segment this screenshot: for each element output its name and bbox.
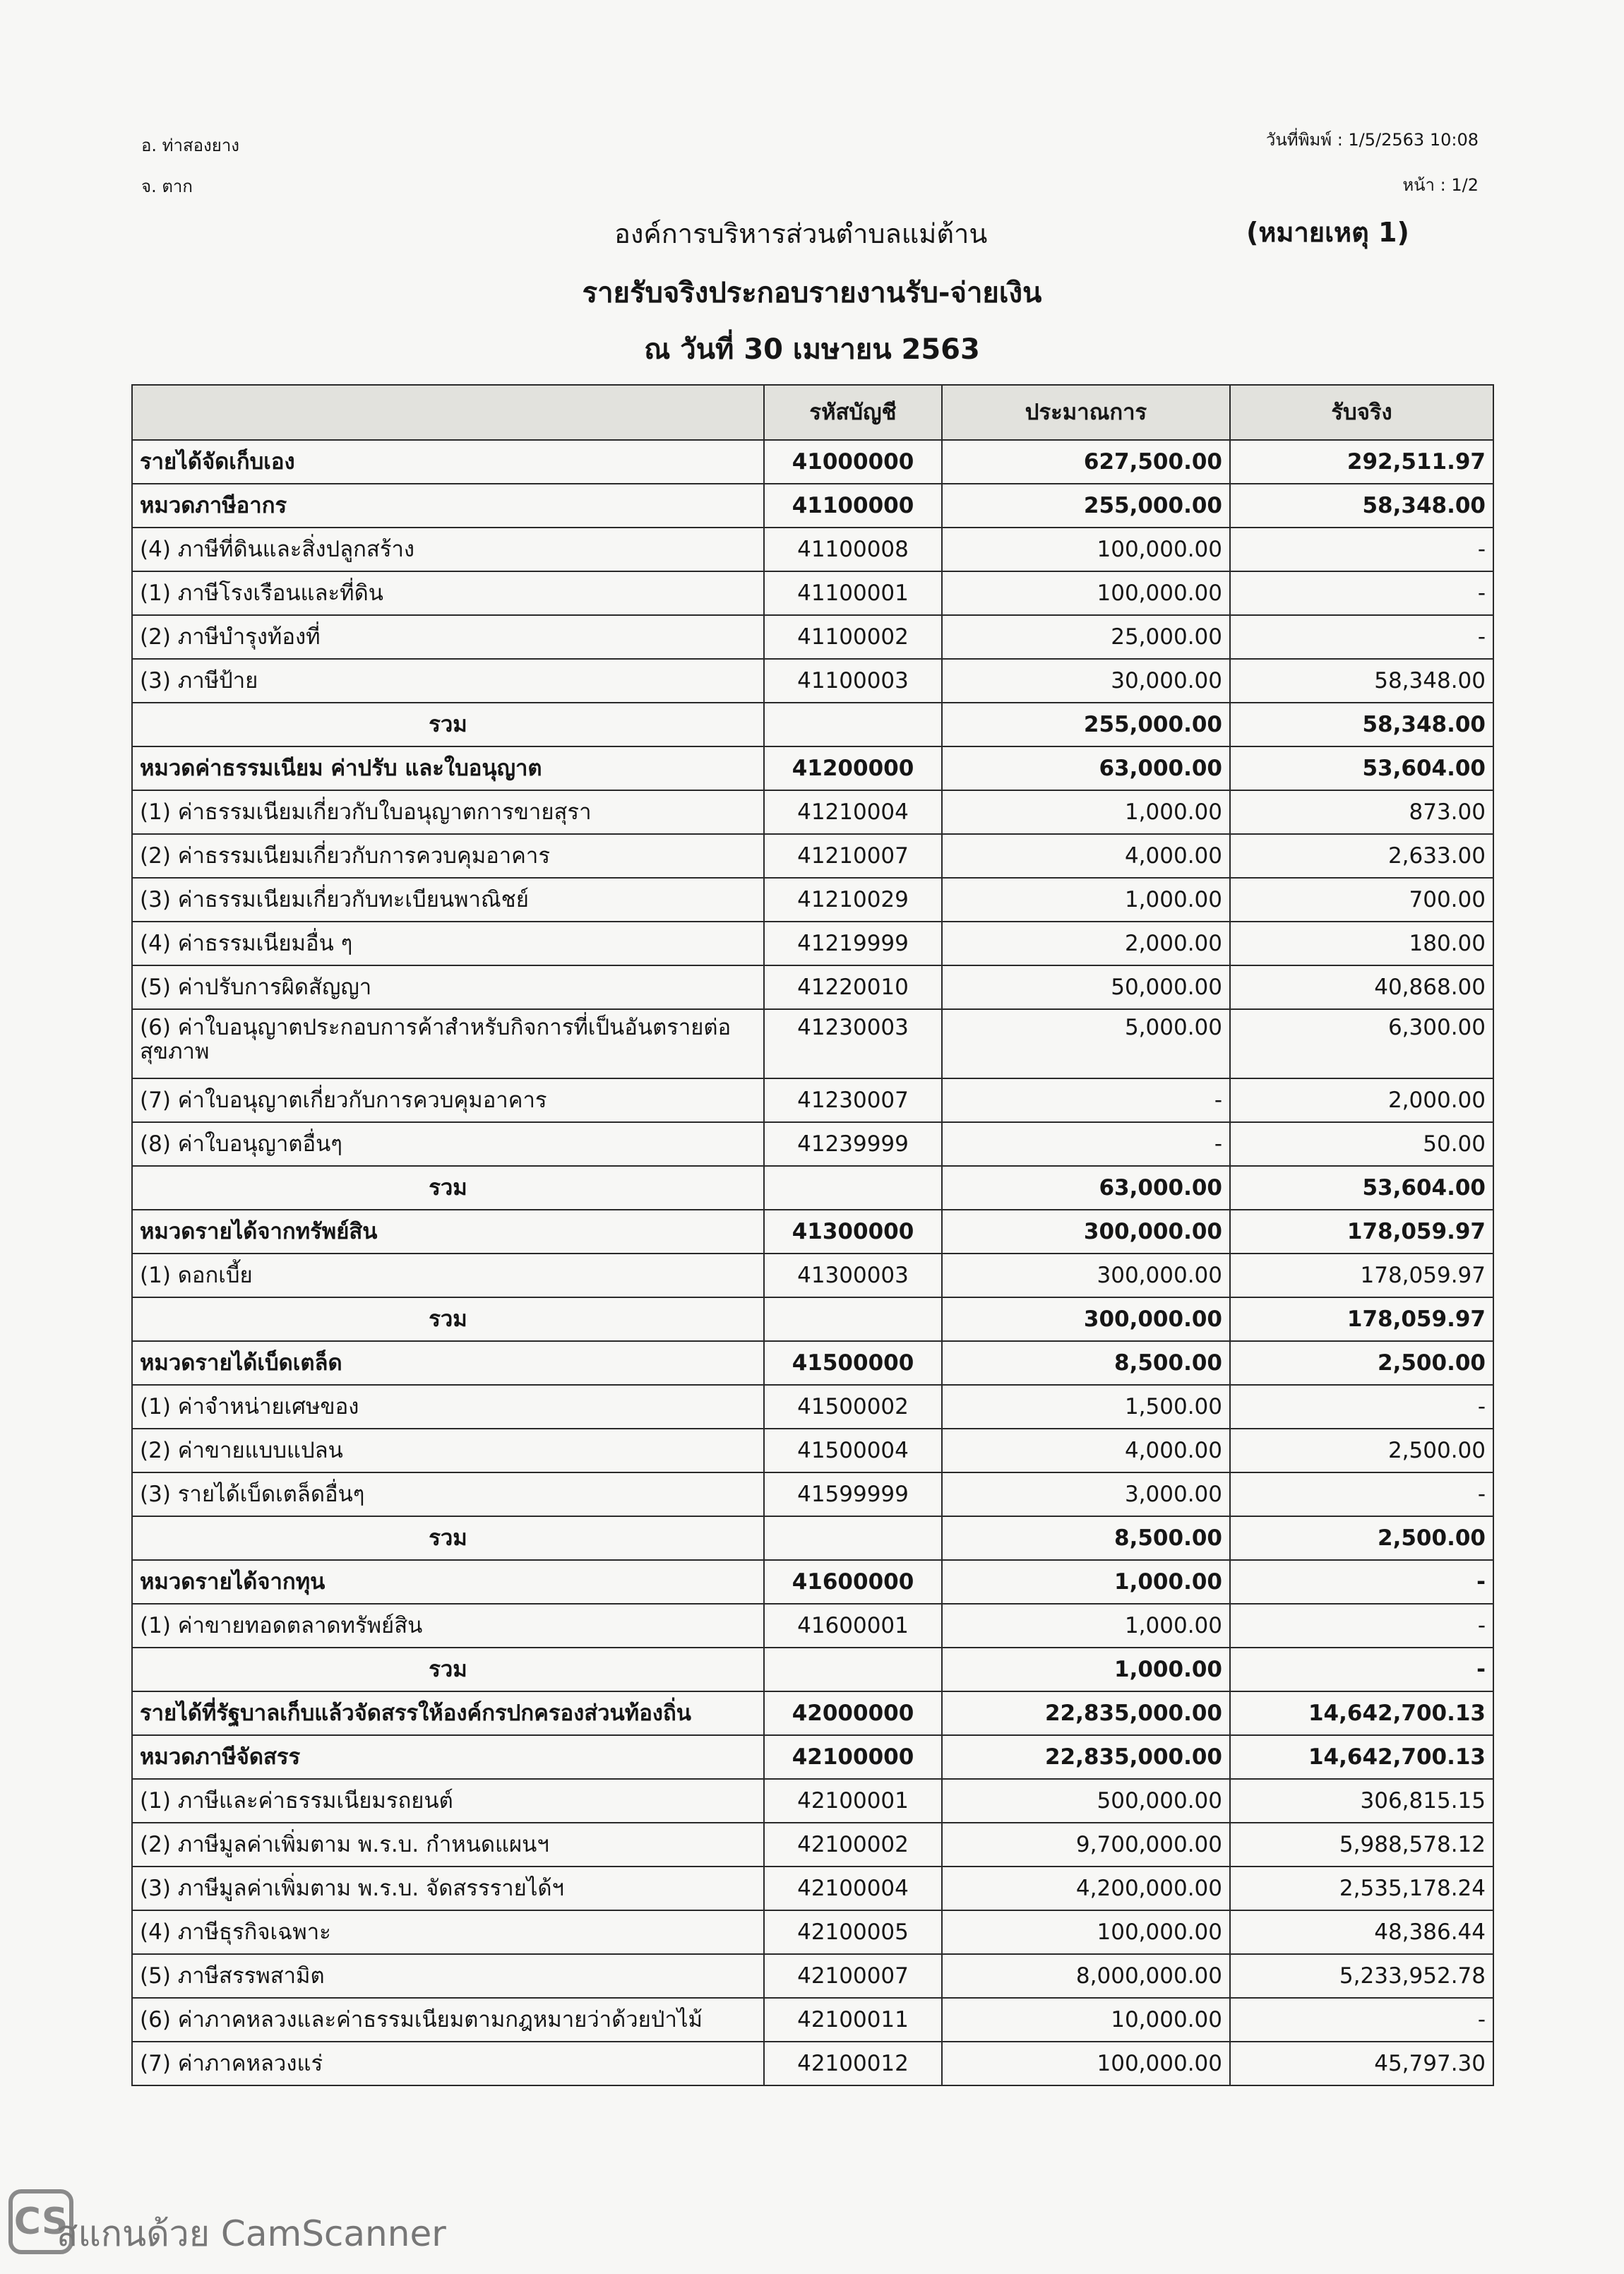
table-row <box>132 1735 1493 1779</box>
note-label: (หมายเหตุ 1) <box>1246 217 1409 248</box>
page-number: หน้า : 1/2 <box>1402 175 1479 195</box>
row-estimate: 1,500.00 <box>942 1385 1230 1429</box>
row-name: (1) ค่าธรรมเนียมเกี่ยวกับใบอนุญาตการขายสุรา <box>132 790 764 834</box>
row-estimate: 627,500.00 <box>942 440 1230 484</box>
row-actual: 2,535,178.24 <box>1230 1867 1493 1910</box>
row-name: (6) ค่าใบอนุญาตประกอบการค้าสำหรับกิจการที่เป็นอันตรายต่อสุขภาพ <box>132 1009 764 1078</box>
province-label: จ. ตาก <box>141 177 193 196</box>
row-name: (3) ค่าธรรมเนียมเกี่ยวกับทะเบียนพาณิชย์ <box>132 878 764 922</box>
row-name: (2) ภาษีบำรุงท้องที่ <box>132 615 764 659</box>
row-estimate: 22,835,000.00 <box>942 1735 1230 1779</box>
row-account-code: 42100004 <box>764 1867 942 1910</box>
table-row <box>132 1122 1493 1166</box>
row-account-code: 41100000 <box>764 484 942 528</box>
row-account-code: 41500002 <box>764 1385 942 1429</box>
row-account-code: 41100002 <box>764 615 942 659</box>
row-name: หมวดรายได้จากทรัพย์สิน <box>132 1210 764 1254</box>
table-row <box>132 1604 1493 1648</box>
row-estimate: 2,000.00 <box>942 922 1230 965</box>
table-row <box>132 528 1493 571</box>
row-account-code: 41300003 <box>764 1254 942 1297</box>
row-account-code: 41239999 <box>764 1122 942 1166</box>
row-estimate: 8,500.00 <box>942 1341 1230 1385</box>
row-account-code: 41230003 <box>764 1009 942 1078</box>
row-actual: 6,300.00 <box>1230 1009 1493 1078</box>
row-name: (7) ค่าใบอนุญาตเกี่ยวกับการควบคุมอาคาร <box>132 1078 764 1122</box>
row-estimate: 9,700,000.00 <box>942 1823 1230 1867</box>
row-estimate: 255,000.00 <box>942 703 1230 746</box>
row-actual: 48,386.44 <box>1230 1910 1493 1954</box>
table-row <box>132 746 1493 790</box>
row-actual: 2,500.00 <box>1230 1429 1493 1472</box>
row-estimate: 255,000.00 <box>942 484 1230 528</box>
row-actual: 14,642,700.13 <box>1230 1735 1493 1779</box>
row-name: รวม <box>132 1297 764 1341</box>
row-estimate: 4,000.00 <box>942 834 1230 878</box>
row-estimate: 3,000.00 <box>942 1472 1230 1516</box>
row-estimate: 100,000.00 <box>942 528 1230 571</box>
column-header-code: รหัสบัญชี <box>764 385 942 440</box>
row-estimate: 500,000.00 <box>942 1779 1230 1823</box>
row-actual: 2,500.00 <box>1230 1516 1493 1560</box>
row-name: (1) ภาษีและค่าธรรมเนียมรถยนต์ <box>132 1779 764 1823</box>
row-actual: 2,633.00 <box>1230 834 1493 878</box>
row-actual: 2,000.00 <box>1230 1078 1493 1122</box>
row-name: (4) ภาษีที่ดินและสิ่งปลูกสร้าง <box>132 528 764 571</box>
print-date: วันที่พิมพ์ : 1/5/2563 10:08 <box>1265 130 1479 150</box>
row-estimate: - <box>942 1078 1230 1122</box>
row-account-code: 41100003 <box>764 659 942 703</box>
row-actual: 178,059.97 <box>1230 1254 1493 1297</box>
row-name: (1) ภาษีโรงเรือนและที่ดิน <box>132 571 764 615</box>
table-row <box>132 1691 1493 1735</box>
row-account-code: 42100011 <box>764 1998 942 2042</box>
row-estimate: 10,000.00 <box>942 1998 1230 2042</box>
table-row <box>132 1560 1493 1604</box>
row-actual: - <box>1230 571 1493 615</box>
row-name: รวม <box>132 1648 764 1691</box>
row-name: หมวดรายได้เบ็ดเตล็ด <box>132 1341 764 1385</box>
table-row <box>132 571 1493 615</box>
row-account-code: 41599999 <box>764 1472 942 1516</box>
row-name: รายได้จัดเก็บเอง <box>132 440 764 484</box>
report-title: รายรับจริงประกอบรายงานรับ-จ่ายเงิน <box>582 277 1042 309</box>
row-name: หมวดรายได้จากทุน <box>132 1560 764 1604</box>
row-actual: - <box>1230 1998 1493 2042</box>
row-name: (5) ภาษีสรรพสามิต <box>132 1954 764 1998</box>
row-account-code: 42100007 <box>764 1954 942 1998</box>
organization-name: องค์การบริหารส่วนตำบลแม่ต้าน <box>614 218 988 249</box>
table-body <box>132 440 1493 2085</box>
row-actual: 50.00 <box>1230 1122 1493 1166</box>
district-label: อ. ท่าสองยาง <box>141 136 240 155</box>
row-estimate: 4,000.00 <box>942 1429 1230 1472</box>
row-account-code: 41500004 <box>764 1429 942 1472</box>
row-estimate: 1,000.00 <box>942 790 1230 834</box>
row-actual: 178,059.97 <box>1230 1297 1493 1341</box>
row-account-code: 41200000 <box>764 746 942 790</box>
row-account-code: 41210007 <box>764 834 942 878</box>
row-estimate: 5,000.00 <box>942 1009 1230 1078</box>
table-row <box>132 790 1493 834</box>
row-name: (8) ค่าใบอนุญาตอื่นๆ <box>132 1122 764 1166</box>
table-row <box>132 1210 1493 1254</box>
table-row <box>132 1254 1493 1297</box>
row-estimate: 300,000.00 <box>942 1210 1230 1254</box>
camscanner-logo-icon: CS <box>8 2189 73 2254</box>
row-name: (3) ภาษีมูลค่าเพิ่มตาม พ.ร.บ. จัดสรรรายได้ฯ <box>132 1867 764 1910</box>
row-actual: 53,604.00 <box>1230 1166 1493 1210</box>
row-account-code: 41600000 <box>764 1560 942 1604</box>
table-row <box>132 1998 1493 2042</box>
table-row <box>132 1867 1493 1910</box>
row-account-code: 42000000 <box>764 1691 942 1735</box>
row-name: (4) ภาษีธุรกิจเฉพาะ <box>132 1910 764 1954</box>
row-estimate: 100,000.00 <box>942 571 1230 615</box>
row-estimate: 8,500.00 <box>942 1516 1230 1560</box>
row-account-code <box>764 1648 942 1691</box>
table-row <box>132 1429 1493 1472</box>
table-row <box>132 2042 1493 2085</box>
column-header-name <box>132 385 764 440</box>
row-account-code: 42100005 <box>764 1910 942 1954</box>
row-account-code <box>764 1516 942 1560</box>
table-row <box>132 615 1493 659</box>
table-row <box>132 484 1493 528</box>
row-actual: 53,604.00 <box>1230 746 1493 790</box>
table-row <box>132 965 1493 1009</box>
row-actual: 180.00 <box>1230 922 1493 965</box>
row-estimate: 25,000.00 <box>942 615 1230 659</box>
row-name: (2) ค่าธรรมเนียมเกี่ยวกับการควบคุมอาคาร <box>132 834 764 878</box>
row-account-code: 41230007 <box>764 1078 942 1122</box>
row-actual: 58,348.00 <box>1230 703 1493 746</box>
table-row <box>132 1009 1493 1078</box>
row-name: รวม <box>132 1516 764 1560</box>
table-row <box>132 922 1493 965</box>
row-name: (3) ภาษีป้าย <box>132 659 764 703</box>
table-row <box>132 703 1493 746</box>
row-account-code: 41300000 <box>764 1210 942 1254</box>
row-estimate: 300,000.00 <box>942 1254 1230 1297</box>
row-actual: 58,348.00 <box>1230 484 1493 528</box>
scanner-watermark: สแกนด้วย CamScanner <box>56 2213 446 2254</box>
row-name: รวม <box>132 703 764 746</box>
row-actual: 873.00 <box>1230 790 1493 834</box>
row-account-code <box>764 703 942 746</box>
row-estimate: 1,000.00 <box>942 878 1230 922</box>
table-row <box>132 440 1493 484</box>
row-actual: - <box>1230 615 1493 659</box>
table-row <box>132 1078 1493 1122</box>
row-name: (1) ค่าขายทอดตลาดทรัพย์สิน <box>132 1604 764 1648</box>
row-account-code: 41100001 <box>764 571 942 615</box>
row-name: (4) ค่าธรรมเนียมอื่น ๆ <box>132 922 764 965</box>
row-actual: - <box>1230 1472 1493 1516</box>
column-header-actual: รับจริง <box>1230 385 1493 440</box>
row-actual: 5,233,952.78 <box>1230 1954 1493 1998</box>
row-estimate: 100,000.00 <box>942 2042 1230 2085</box>
row-account-code <box>764 1166 942 1210</box>
table-row <box>132 1166 1493 1210</box>
row-actual: 5,988,578.12 <box>1230 1823 1493 1867</box>
row-name: รวม <box>132 1166 764 1210</box>
row-estimate: 50,000.00 <box>942 965 1230 1009</box>
row-name: (7) ค่าภาคหลวงแร่ <box>132 2042 764 2085</box>
row-account-code: 41100008 <box>764 528 942 571</box>
row-estimate: 63,000.00 <box>942 746 1230 790</box>
row-actual: 40,868.00 <box>1230 965 1493 1009</box>
row-name: รายได้ที่รัฐบาลเก็บแล้วจัดสรรให้องค์กรปกครองส่วนท้องถิ่น <box>132 1691 764 1735</box>
row-actual: 45,797.30 <box>1230 2042 1493 2085</box>
row-account-code: 42100012 <box>764 2042 942 2085</box>
row-estimate: 30,000.00 <box>942 659 1230 703</box>
table-row <box>132 1516 1493 1560</box>
row-name: (1) ค่าจำหน่ายเศษของ <box>132 1385 764 1429</box>
row-actual: - <box>1230 1604 1493 1648</box>
row-account-code: 41600001 <box>764 1604 942 1648</box>
row-estimate: 63,000.00 <box>942 1166 1230 1210</box>
table-row <box>132 1297 1493 1341</box>
report-date: ณ วันที่ 30 เมษายน 2563 <box>644 333 980 366</box>
row-account-code: 41220010 <box>764 965 942 1009</box>
row-actual: 292,511.97 <box>1230 440 1493 484</box>
row-estimate: 100,000.00 <box>942 1910 1230 1954</box>
table-row <box>132 1910 1493 1954</box>
row-actual: 306,815.15 <box>1230 1779 1493 1823</box>
row-estimate: 1,000.00 <box>942 1648 1230 1691</box>
row-account-code <box>764 1297 942 1341</box>
table-row <box>132 1823 1493 1867</box>
row-name: หมวดภาษีอากร <box>132 484 764 528</box>
row-actual: 700.00 <box>1230 878 1493 922</box>
table-row <box>132 1954 1493 1998</box>
row-actual: - <box>1230 1385 1493 1429</box>
row-account-code: 42100000 <box>764 1735 942 1779</box>
row-estimate: 22,835,000.00 <box>942 1691 1230 1735</box>
column-header-estimate: ประมาณการ <box>942 385 1230 440</box>
row-actual: 178,059.97 <box>1230 1210 1493 1254</box>
revenue-table <box>131 384 1494 2086</box>
row-name: หมวดภาษีจัดสรร <box>132 1735 764 1779</box>
row-estimate: 8,000,000.00 <box>942 1954 1230 1998</box>
row-account-code: 41210029 <box>764 878 942 922</box>
row-account-code: 42100001 <box>764 1779 942 1823</box>
row-actual: 58,348.00 <box>1230 659 1493 703</box>
table-row <box>132 1779 1493 1823</box>
row-account-code: 41219999 <box>764 922 942 965</box>
row-actual: - <box>1230 1648 1493 1691</box>
row-estimate: 1,000.00 <box>942 1560 1230 1604</box>
row-estimate: - <box>942 1122 1230 1166</box>
table-row <box>132 1648 1493 1691</box>
row-name: หมวดค่าธรรมเนียม ค่าปรับ และใบอนุญาต <box>132 746 764 790</box>
row-name: (3) รายได้เบ็ดเตล็ดอื่นๆ <box>132 1472 764 1516</box>
row-name: (6) ค่าภาคหลวงและค่าธรรมเนียมตามกฎหมายว่าด้วยป่าไม้ <box>132 1998 764 2042</box>
row-name: (2) ค่าขายแบบแปลน <box>132 1429 764 1472</box>
table-row <box>132 1341 1493 1385</box>
table-row <box>132 659 1493 703</box>
row-account-code: 41500000 <box>764 1341 942 1385</box>
row-name: (2) ภาษีมูลค่าเพิ่มตาม พ.ร.บ. กำหนดแผนฯ <box>132 1823 764 1867</box>
row-estimate: 1,000.00 <box>942 1604 1230 1648</box>
table-row <box>132 878 1493 922</box>
row-actual: - <box>1230 528 1493 571</box>
row-account-code: 41000000 <box>764 440 942 484</box>
row-estimate: 4,200,000.00 <box>942 1867 1230 1910</box>
row-estimate: 300,000.00 <box>942 1297 1230 1341</box>
row-actual: 14,642,700.13 <box>1230 1691 1493 1735</box>
table-row <box>132 1385 1493 1429</box>
row-actual: 2,500.00 <box>1230 1341 1493 1385</box>
row-name: (5) ค่าปรับการผิดสัญญา <box>132 965 764 1009</box>
table-row <box>132 834 1493 878</box>
table-header-row <box>132 385 1493 440</box>
table-row <box>132 1472 1493 1516</box>
row-name: (1) ดอกเบี้ย <box>132 1254 764 1297</box>
row-account-code: 41210004 <box>764 790 942 834</box>
row-actual: - <box>1230 1560 1493 1604</box>
row-account-code: 42100002 <box>764 1823 942 1867</box>
